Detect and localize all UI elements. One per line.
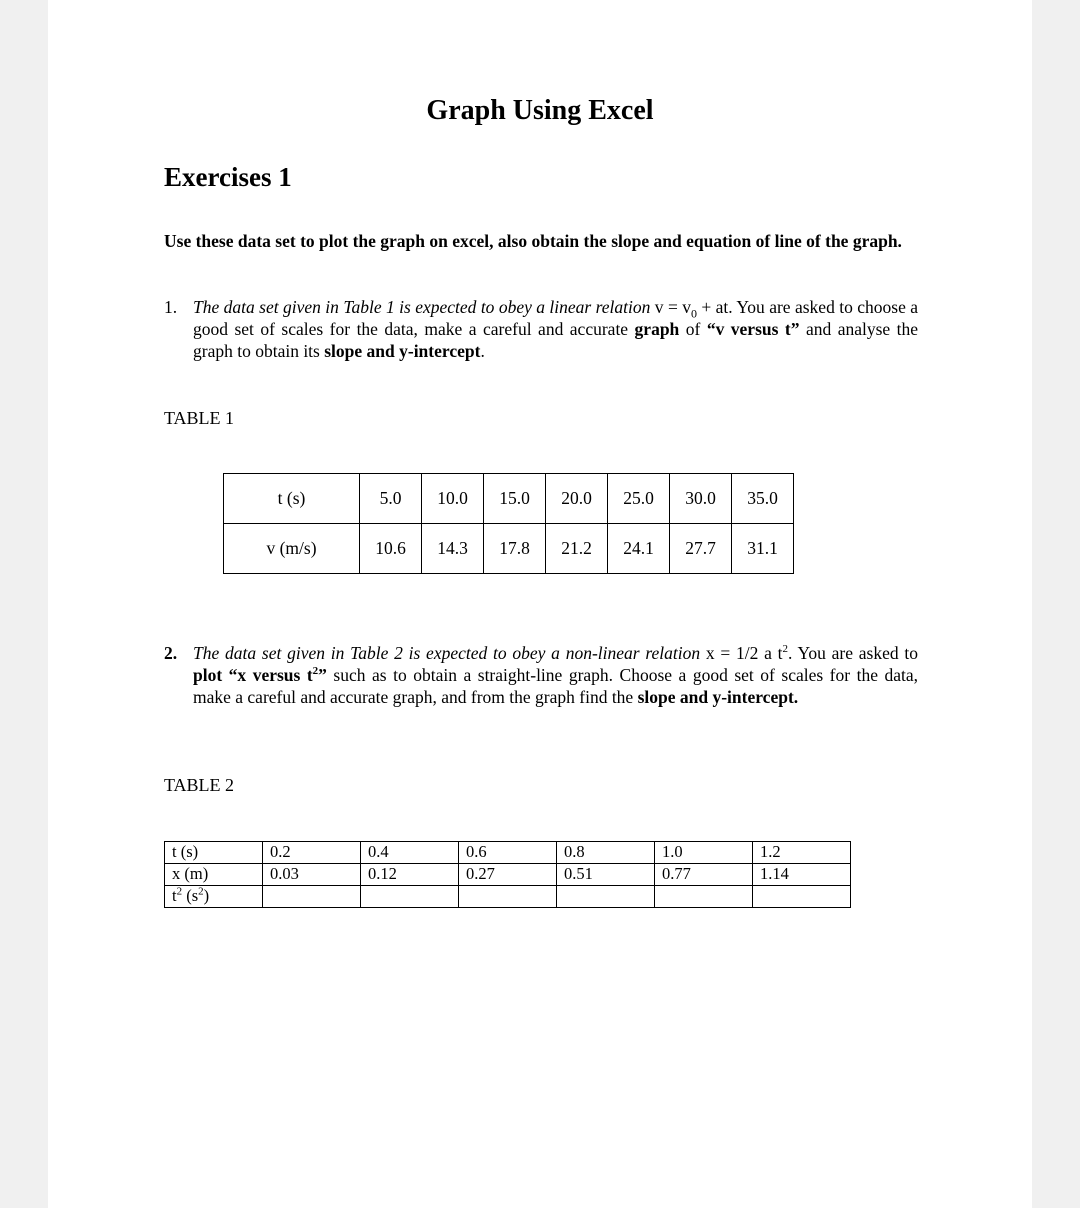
section-heading: Exercises 1 [164, 162, 292, 192]
bold-close-quote: ” [318, 665, 327, 685]
table-cell: 10.6 [360, 524, 422, 574]
table-cell: 0.03 [263, 864, 361, 886]
text-segment: of [679, 319, 707, 339]
table-cell: 5.0 [360, 474, 422, 524]
table-cell-empty [753, 886, 851, 908]
table-cell: 10.0 [422, 474, 484, 524]
table-cell: 0.8 [557, 842, 655, 864]
equation: v = v [654, 297, 691, 317]
row-header: t (s) [224, 474, 360, 524]
table-2 [164, 841, 851, 908]
table-cell: 0.6 [459, 842, 557, 864]
bold-slope: slope and y-intercept [324, 341, 481, 361]
row-header: t (s) [165, 842, 263, 864]
table-cell-empty [263, 886, 361, 908]
table-cell: 21.2 [546, 524, 608, 574]
table-cell: 0.4 [361, 842, 459, 864]
table-row [165, 842, 851, 864]
table-1 [223, 473, 794, 574]
question-2 [164, 642, 918, 708]
table-1-label: TABLE 1 [164, 408, 235, 428]
table-cell: 25.0 [608, 474, 670, 524]
bold-graph: graph [634, 319, 680, 339]
table-cell: 35.0 [732, 474, 794, 524]
table-cell-empty [655, 886, 753, 908]
equation: x = 1/2 a t [700, 643, 783, 663]
table-row [165, 886, 851, 908]
table-cell: 0.2 [263, 842, 361, 864]
italic-text: The data set given in Table 1 is expected to obey a linear relation [193, 297, 651, 317]
table-cell: 15.0 [484, 474, 546, 524]
italic-text: The data set given in Table 2 is expected to obey a non-linear relation [193, 643, 701, 663]
question-body [193, 296, 918, 362]
table-cell: 1.0 [655, 842, 753, 864]
table-row [165, 864, 851, 886]
equation-subscript: 0 [690, 306, 697, 321]
question-1 [164, 296, 918, 362]
bold-v-versus-t: “v versus t” [706, 319, 800, 339]
table-2-label: TABLE 2 [164, 775, 235, 795]
text-segment: You are asked to choose a good set of scales for the data, make a careful and accurate [193, 297, 919, 339]
table-cell: 24.1 [608, 524, 670, 574]
text-segment: such as to obtain a straight-line graph. Choose a good set of scales for the data, make a careful and accurate graph, and from the graph find the [193, 665, 918, 707]
text-segment: . You are asked to [788, 643, 918, 663]
table-cell: 0.51 [557, 864, 655, 886]
table-row [224, 524, 794, 574]
table-cell: 1.2 [753, 842, 851, 864]
table-cell: 20.0 [546, 474, 608, 524]
table-cell: 30.0 [670, 474, 732, 524]
document-page [48, 0, 1032, 1208]
table-cell: 1.14 [753, 864, 851, 886]
instruction-text: Use these data set to plot the graph on excel, also obtain the slope and equation of line of the graph. [164, 231, 902, 251]
bold-plot: plot “x versus t [193, 665, 313, 685]
row-header: v (m/s) [224, 524, 360, 574]
table-cell: 17.8 [484, 524, 546, 574]
equation-rest: + at. [696, 297, 733, 317]
question-body [193, 642, 918, 708]
text-segment: . [480, 341, 485, 361]
table-cell: 31.1 [732, 524, 794, 574]
table-cell: 0.77 [655, 864, 753, 886]
row-header: $t^2$ $(s^2)$ [165, 886, 263, 908]
bold-slope: slope and y-intercept. [637, 687, 799, 707]
page-title: Graph Using Excel [426, 95, 654, 126]
table-cell-empty [557, 886, 655, 908]
bold-superscript: 2 [312, 665, 319, 678]
question-number: 2. [164, 643, 178, 663]
table-cell: 0.12 [361, 864, 459, 886]
row-header: x (m) [165, 864, 263, 886]
equation-superscript: 2 [782, 643, 789, 656]
table-row [224, 474, 794, 524]
question-number: 1. [164, 297, 178, 317]
table-cell-empty [459, 886, 557, 908]
table-cell: 0.27 [459, 864, 557, 886]
text-segment: and analyse the graph to obtain its [193, 319, 919, 361]
table-cell: 14.3 [422, 524, 484, 574]
table-cell-empty [361, 886, 459, 908]
table-cell: 27.7 [670, 524, 732, 574]
